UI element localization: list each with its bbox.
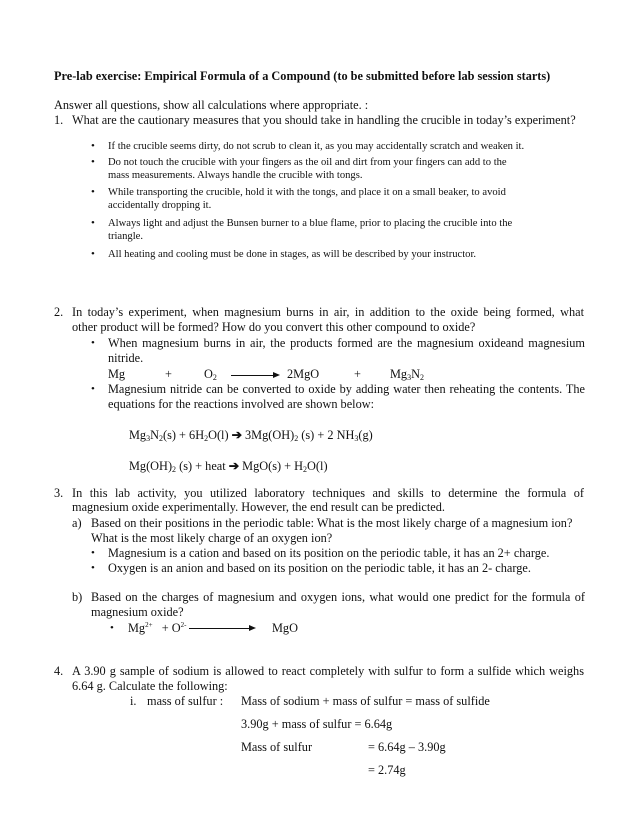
part-text: Based on their positions in the periodic table: What is the most likely charge of a magnesium ion? bbox=[91, 516, 573, 530]
arrow-head-icon bbox=[273, 372, 280, 378]
bullet-icon: • bbox=[91, 140, 95, 152]
question-text-continued: other product will be formed? How do you convert this other compound to oxide? bbox=[72, 320, 476, 334]
reaction-arrow bbox=[189, 628, 249, 629]
reaction-equation-1: $Mg_3N_2(s) + 6H_2O(l)$ ➔ $3Mg(OH)_2$ (s) + 2 $NH_3(g)$ bbox=[129, 428, 373, 443]
reaction-arrow bbox=[231, 375, 273, 376]
bullet-icon: • bbox=[91, 248, 95, 260]
list-item: When magnesium burns in air, the products formed are the magnesium oxideand magnesium bbox=[108, 336, 585, 350]
calculation-line: 3.90g + mass of sulfur = 6.64g bbox=[241, 717, 393, 731]
plus-sign: + bbox=[354, 367, 361, 381]
ion-equation: $Mg^{2+}$ + $O^{2-}$ bbox=[128, 621, 187, 635]
reactant-mg: Mg bbox=[108, 367, 126, 381]
list-item: Magnesium is a cation and based on its position on the periodic table, it has an 2+ charge. bbox=[108, 546, 550, 560]
bullet-icon: • bbox=[110, 622, 114, 634]
bullet-icon: • bbox=[91, 217, 95, 229]
product-mgo: 2MgO bbox=[287, 367, 320, 381]
calculation-value: = 6.64g – 3.90g bbox=[368, 740, 446, 754]
list-item-continued: nitride. bbox=[108, 351, 144, 365]
list-item-continued: equations for the reactions involved are shown below: bbox=[108, 397, 375, 411]
sub-item-label: i. bbox=[130, 694, 137, 708]
part-label: a) bbox=[72, 516, 82, 530]
instructions: Answer all questions, show all calculations where appropriate. : bbox=[54, 98, 369, 112]
question-text-continued: 6.64 g. Calculate the following: bbox=[72, 679, 228, 693]
list-item: Always light and adjust the Bunsen burner to a blue flame, prior to placing the crucible into the bbox=[108, 218, 513, 229]
sub-item-text: mass of sulfur : bbox=[147, 694, 224, 708]
calculation-label: Mass of sulfur bbox=[241, 740, 313, 754]
list-item: Oxygen is an anion and based on its position on the periodic table, it has an 2- charge. bbox=[108, 561, 531, 575]
list-item: All heating and cooling must be done in stages, as will be described by your instructor. bbox=[108, 249, 477, 260]
part-text: Based on the charges of magnesium and oxygen ions, what would one predict for the formula of bbox=[91, 590, 585, 604]
question-number: 2. bbox=[54, 305, 64, 319]
bullet-icon: • bbox=[91, 156, 95, 168]
list-item: Magnesium nitride can be converted to oxide by adding water then reheating the contents. The bbox=[108, 382, 585, 396]
question-text: What are the cautionary measures that you should take in handling the crucible in today’s experiment? bbox=[72, 113, 576, 127]
page-title: Pre-lab exercise: Empirical Formula of a Compound (to be submitted before lab session starts) bbox=[54, 69, 551, 83]
question-number: 1. bbox=[54, 113, 64, 127]
question-text: In this lab activity, you utilized laboratory techniques and skills to determine the formula of bbox=[72, 486, 584, 500]
bullet-icon: • bbox=[91, 562, 95, 574]
list-item: While transporting the crucible, hold it with the tongs, and place it on a small beaker, to avoid bbox=[108, 187, 506, 198]
calculation-line: Mass of sodium + mass of sulfur = mass of sulfide bbox=[241, 694, 490, 708]
arrow-icon: ➔ bbox=[231, 428, 242, 442]
list-item-continued: accidentally dropping it. bbox=[108, 200, 212, 211]
part-text-continued: magnesium oxide? bbox=[91, 605, 184, 619]
list-item: Do not touch the crucible with your fingers as the oil and dirt from your fingers can add to the bbox=[108, 157, 507, 168]
calculation-result: = 2.74g bbox=[368, 763, 406, 777]
list-item: If the crucible seems dirty, do not scrub to clean it, as you may accidentally scratch and weaken it. bbox=[108, 141, 525, 152]
question-text-continued: magnesium oxide experimentally. However, the end result can be predicted. bbox=[72, 500, 445, 514]
question-number: 4. bbox=[54, 664, 64, 678]
arrow-head-icon bbox=[249, 625, 256, 631]
plus-sign: + bbox=[165, 367, 172, 381]
product-mg3n2: $Mg_3N_2$ bbox=[390, 367, 424, 382]
bullet-icon: • bbox=[91, 337, 95, 349]
part-text-continued: What is the most likely charge of an oxygen ion? bbox=[91, 531, 333, 545]
bullet-icon: • bbox=[91, 547, 95, 559]
bullet-icon: • bbox=[91, 383, 95, 395]
list-item-continued: triangle. bbox=[108, 231, 144, 242]
reaction-equation-2: $Mg(OH)_2$ (s) + heat ➔ $MgO(s) + H_2O(l)$ bbox=[129, 459, 328, 474]
bullet-icon: • bbox=[91, 186, 95, 198]
question-number: 3. bbox=[54, 486, 64, 500]
question-text: In today’s experiment, when magnesium burns in air, in addition to the oxide being formed, what bbox=[72, 305, 584, 319]
reactant-o2: $O_2$ bbox=[204, 367, 217, 382]
part-label: b) bbox=[72, 590, 83, 604]
arrow-icon: ➔ bbox=[228, 459, 240, 473]
product-mgo: MgO bbox=[272, 621, 298, 635]
question-text: A 3.90 g sample of sodium is allowed to react completely with sulfur to form a sulfide which weighs bbox=[72, 664, 584, 678]
list-item-continued: mass measurements. Always handle the crucible with tongs. bbox=[108, 170, 363, 181]
